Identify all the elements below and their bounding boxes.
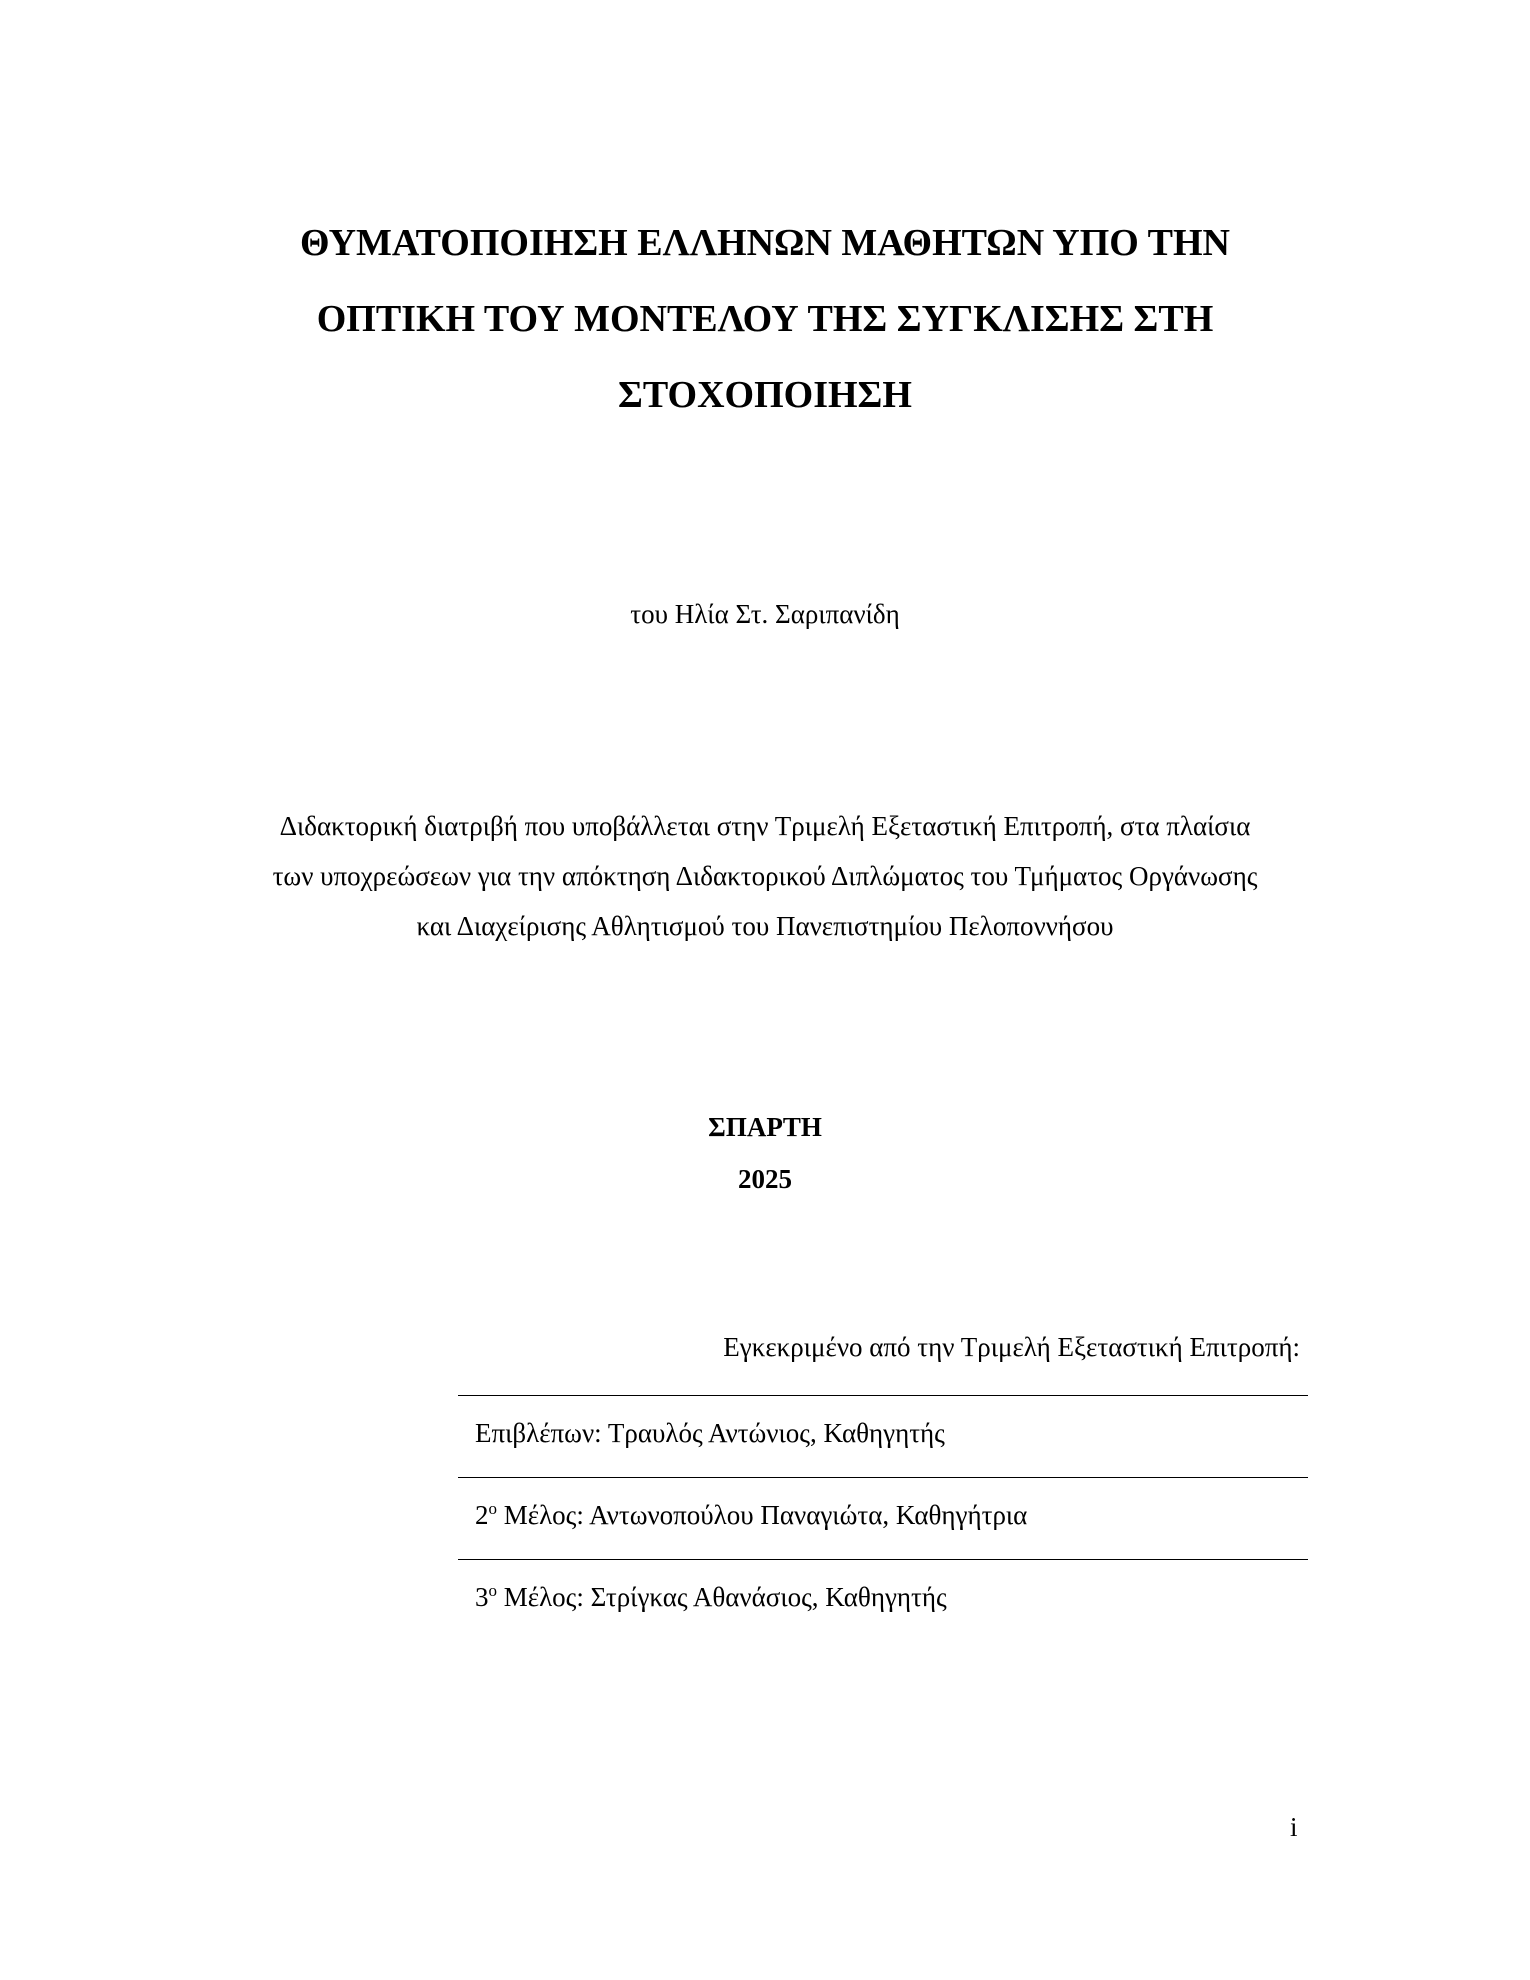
committee-member-2 [458, 1477, 1308, 1559]
member-number: 2 [475, 1500, 489, 1530]
author-line: του Ηλία Στ. Σαριπανίδη [630, 599, 900, 629]
title-line-3: ΣΤΟΧΟΠΟΙΗΣΗ [618, 374, 912, 416]
committee-member-3 [458, 1559, 1308, 1641]
place-of-publication: ΣΠΑΡΤΗ [708, 1112, 822, 1142]
description-line-1: Διδακτορική διατριβή που υποβάλλεται στην Τριμελή Εξεταστική Επιτροπή, στα πλαίσια [279, 811, 1251, 841]
member-ordinal-superscript: ο [488, 1499, 497, 1518]
title-line-2: ΟΠΤΙΚΗ ΤΟΥ ΜΟΝΤΕΛΟΥ ΤΗΣ ΣΥΓΚΛΙΣΗΣ ΣΤΗ [316, 298, 1214, 340]
member-text: Μέλος: Στρίγκας Αθανάσιος, Καθηγητής [497, 1582, 947, 1612]
description-line-3: και Διαχείρισης Αθλητισμού του Πανεπιστημίου Πελοποννήσου [416, 911, 1114, 941]
title-line-1: ΘΥΜΑΤΟΠΟΙΗΣΗ ΕΛΛΗΝΩΝ ΜΑΘΗΤΩΝ ΥΠΟ ΤΗΝ [300, 222, 1230, 264]
committee-member-supervisor [458, 1395, 1308, 1477]
member-number: 3 [475, 1582, 489, 1612]
member-text: Επιβλέπων: Τραυλός Αντώνιος, Καθηγητής [475, 1418, 945, 1448]
thesis-description [180, 801, 1350, 951]
description-line-2: των υποχρεώσεων για την απόκτηση Διδακτορικού Διπλώματος του Τμήματος Οργάνωσης [272, 861, 1258, 891]
publication-year: 2025 [738, 1164, 792, 1194]
page-number: i [1290, 1812, 1298, 1842]
member-text: Μέλος: Αντωνοπούλου Παναγιώτα, Καθηγήτρια [497, 1500, 1028, 1530]
document-title [200, 205, 1330, 433]
approval-statement: Εγκεκριμένο από την Τριμελή Εξεταστική Επιτροπή: [723, 1332, 1300, 1362]
member-ordinal-superscript: ο [488, 1581, 497, 1600]
committee-list [458, 1395, 1308, 1641]
